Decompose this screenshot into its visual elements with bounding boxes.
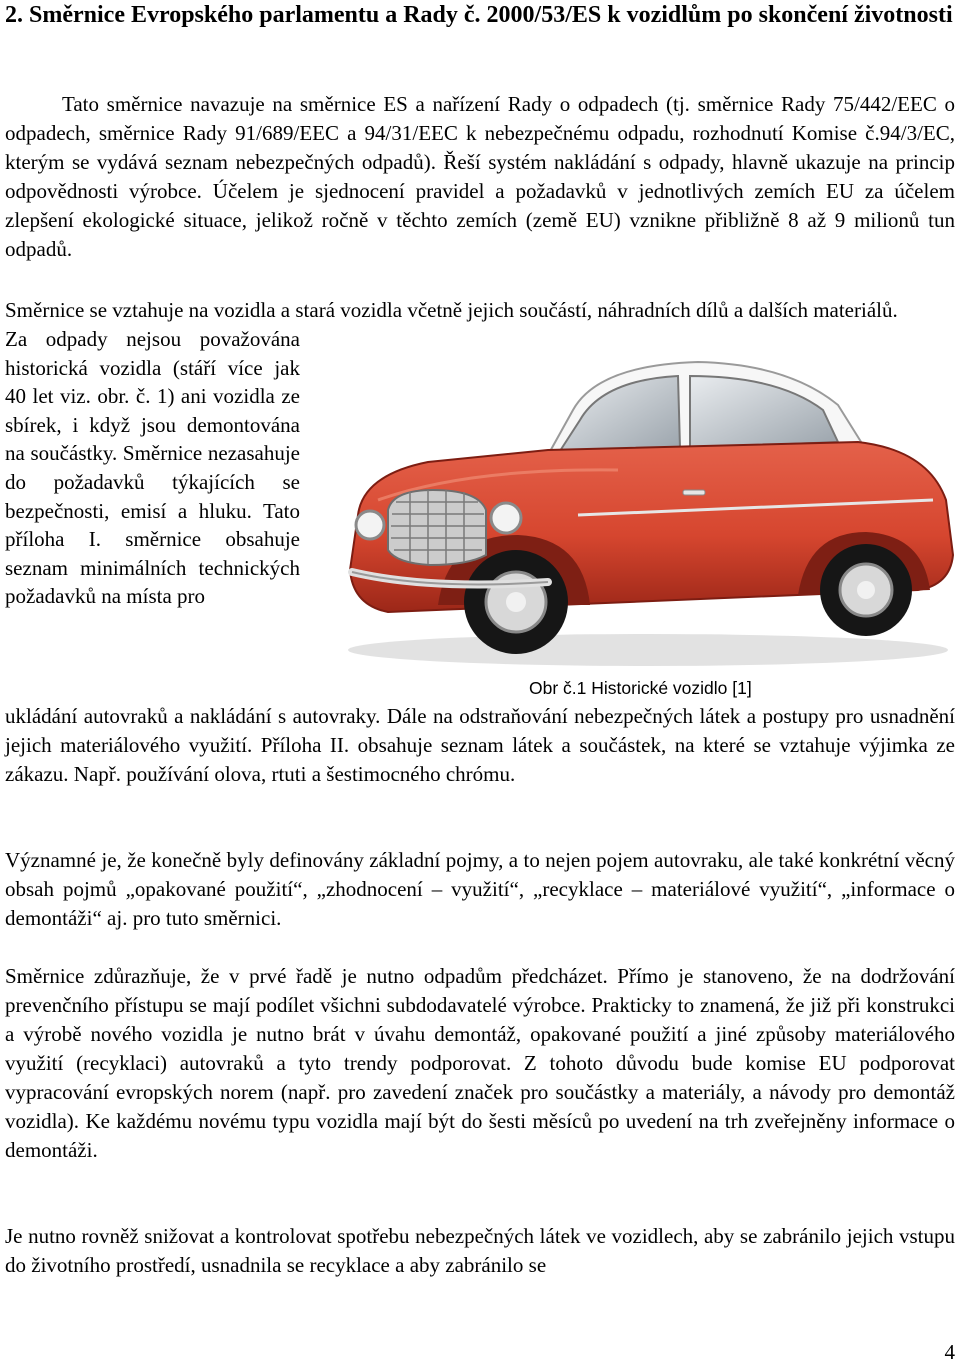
page-number: 4 [944, 1340, 955, 1364]
paragraph-2-continued: ukládání autovraků a nakládání s autovraky. Dále na odstraňování nebezpečných látek a postupy pro usnadnění jejich materiálového využití. Příloha II. obsahuje seznam látek a součástek, na které se vztahuje výjimka ze zákazu. Např. používání olova, rtuti a šestimocného chrómu. [5, 704, 955, 786]
paragraph-1: Tato směrnice navazuje na směrnice ES a nařízení Rady o odpadech (tj. směrnice Rady 75/442/EEC o odpadech, směrnice Rady 91/689/EEC a 94/31/EEC k nebezpečnému odpadu, rozhodnutí Komise č.94/3/EC, kterým se vydává seznam nebezpečných odpadů). Řeší systém nakládání s odpady, hlavně ukazuje na princip odpovědnosti výrobce. Účelem je sjednocení pravidel a požadavků v jednotlivých zemích EU za účelem zlepšení ekologické situace, jelikož ročně v těchto zemích (země EU) vznikne přibližně 8 až 9 milionů tun odpadů. [5, 92, 955, 261]
historic-car-figure [318, 350, 960, 670]
paragraph-2-wrapped-column [5, 325, 300, 611]
paragraph-3: Významné je, že konečně byly definovány základní pojmy, a to nejen pojem autovraku, ale také konkrétní věcný obsah pojmů „opakované použití“, „zhodnocení – využití“, „recyklace – materiálové využití“, „informace o demontáži“ aj. pro tuto směrnici. [5, 848, 955, 930]
paragraph-2-column-text: Za odpady nejsou považována historická vozidla (stáří více jak 40 let viz. obr. č. 1) ani vozidla ze sbírek, i když jsou demontována na součástky. Směrnice nezasahuje do požadavků týkajících se bezpečnosti, emisí a hluku. Tato příloha I. směrnice obsahuje seznam minimálních technických požadavků na místa pro [5, 327, 300, 609]
paragraph-5: Je nutno rovněž snižovat a kontrolovat spotřebu nebezpečných látek ve vozidlech, aby se zabránilo jejich vstupu do životního prostředí, usnadnila se recyklace a aby zabránilo se [5, 1224, 955, 1277]
historic-car-image [318, 350, 960, 670]
paragraph-4: Směrnice zdůrazňuje, že v prvé řadě je nutno odpadům předcházet. Přímo je stanoveno, že na dodržování prevenčního přístupu se mají podílet všichni subdodavatelé výrobce. Prakticky to znamená, že již při konstrukci a výrobě nového vozidla je nutno brát v úvahu demontáž, opakované použití a jiné způsoby materiálového využití (recyklaci) autovraků a tyto trendy podporovat. Z tohoto důvodu bude komise EU podporovat vypracování evropských norem (např. pro zavedení značek pro součástky a materiály, a návody pro demontáž vozidla). Ke každému novému typu vozidla mají být do šesti měsíců po uvedení na trh zveřejněny informace o demontáži. [5, 964, 955, 1162]
figure-caption: Obr č.1 Historické vozidlo [1] [529, 678, 752, 698]
section-heading: 2. Směrnice Evropského parlamentu a Rady č. 2000/53/ES k vozidlům po skončení životnosti [5, 2, 953, 28]
paragraph-2-intro: Směrnice se vztahuje na vozidla a stará vozidla včetně jejich součástí, náhradních dílů a dalších materiálů. [5, 298, 898, 322]
